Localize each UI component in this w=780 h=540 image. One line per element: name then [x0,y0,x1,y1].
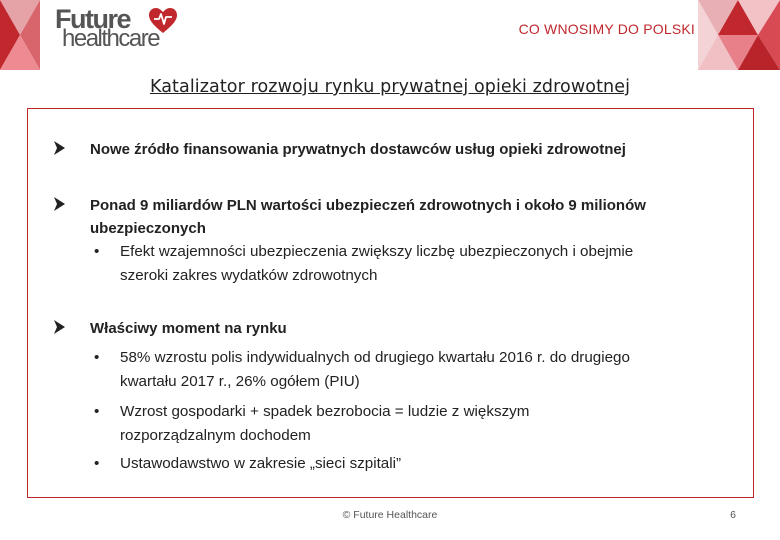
page-number: 6 [730,509,736,521]
bullet-point-1-text: Nowe źródło finansowania prywatnych dostawców usług opieki zdrowotnej [90,141,626,158]
subpoint-2-1-line2: szeroki zakres wydatków zdrowotnych [120,266,378,284]
bullet-point-2 [53,194,646,240]
subpoint-2-1 [94,240,633,287]
bullet-dot-icon: • [94,349,100,366]
content-box [27,108,754,498]
arrow-bullet-icon [53,319,66,335]
subpoint-3-2-line2: rozporządzalnym dochodem [120,426,311,444]
subpoint-3-2-line1: Wzrost gospodarki + spadek bezrobocia = ludzie z większym [120,403,530,420]
bullet-dot-icon: • [94,243,100,260]
corner-decoration-right [698,0,780,70]
heart-logo-icon [149,8,177,34]
subpoint-3-1-line1: 58% wzrostu polis indywidualnych od drugiego kwartału 2016 r. do drugiego [120,349,630,366]
footer-copyright: © Future Healthcare [342,509,438,521]
future-healthcare-logo [55,6,195,52]
subpoint-3-3 [94,452,401,476]
section-label: CO WNOSIMY DO POLSKI [518,21,695,37]
bullet-point-3-text: Właściwy moment na rynku [90,320,287,337]
bullet-point-1 [53,138,626,161]
bullet-point-2-line1: Ponad 9 miliardów PLN wartości ubezpieczeń zdrowotnych i około 9 milionów [90,197,646,214]
arrow-bullet-icon [53,196,66,212]
arrow-bullet-icon [53,140,66,156]
subpoint-3-3-line1: Ustawodawstwo w zakresie „sieci szpitali” [120,455,402,472]
subpoint-3-1-line2: kwartału 2017 r., 26% ogółem (PIU) [120,372,360,390]
subpoint-3-2 [94,400,529,447]
logo-word-bottom: healthcare [62,25,160,52]
subpoint-3-1 [94,346,630,393]
logo-word-top: Future [55,4,130,34]
slide-title: Katalizator rozwoju rynku prywatnej opieki zdrowotnej [149,77,631,97]
subpoint-2-1-line1: Efekt wzajemności ubezpieczenia zwiększy liczbę ubezpieczonych i obejmie [120,243,634,260]
bullet-point-2-line2: ubezpieczonych [90,220,206,237]
corner-decoration-left [0,0,60,70]
bullet-dot-icon: • [94,455,100,472]
bullet-dot-icon: • [94,403,100,420]
bullet-point-3 [53,317,287,340]
